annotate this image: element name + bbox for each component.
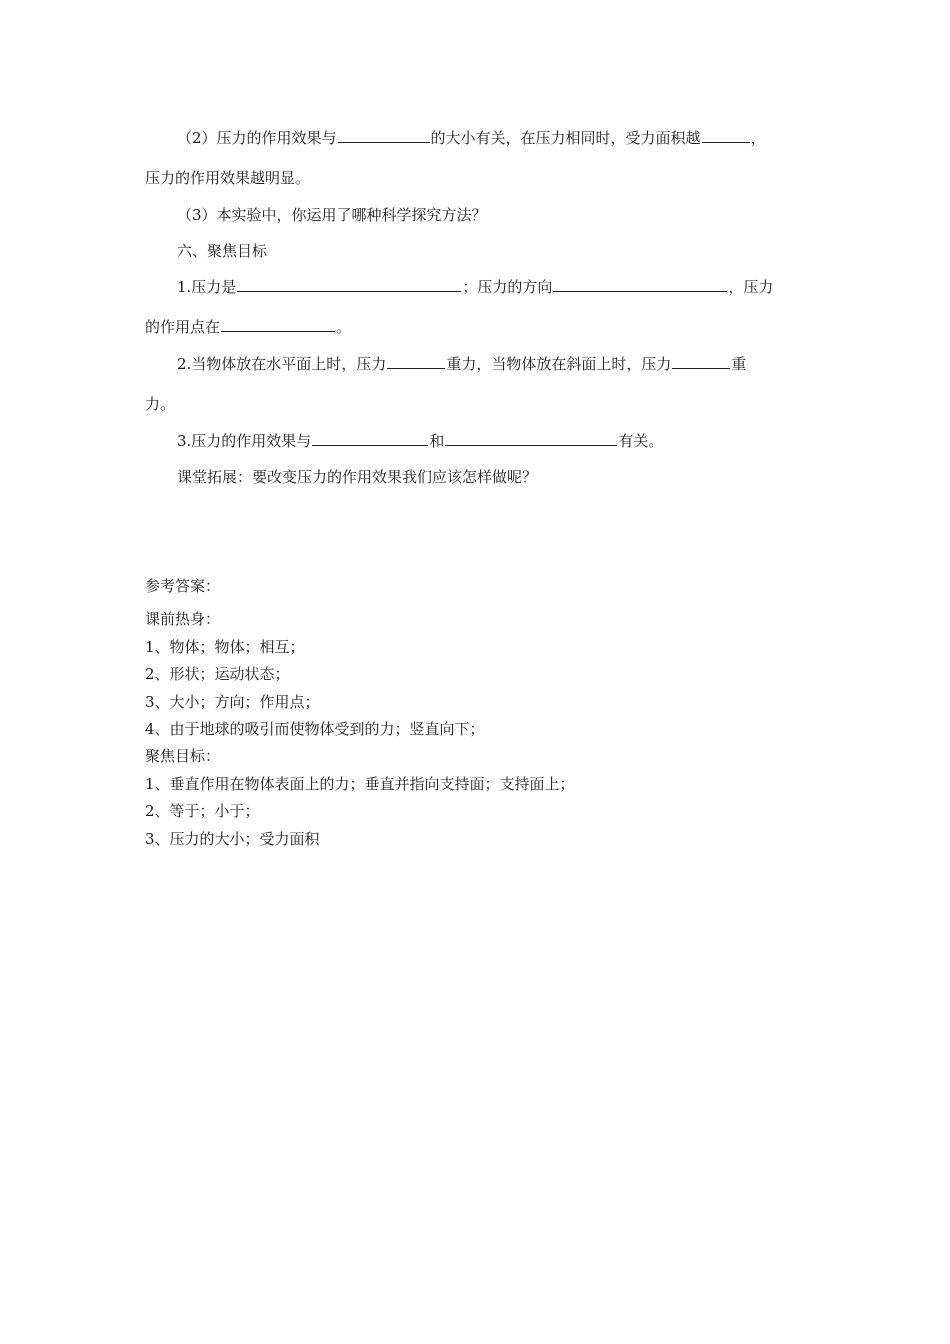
question-3: （3）本实验中，你运用了哪种科学探究方法？	[177, 206, 487, 224]
answer-blank	[312, 431, 428, 446]
warmup-heading: 课前热身：	[145, 610, 221, 628]
focus-item-2-text-c: 重	[731, 355, 747, 373]
answer-blank	[702, 128, 750, 143]
focus-heading: 六、聚焦目标	[177, 242, 268, 260]
focus-item-1-text-c: ，压力	[728, 278, 774, 296]
focus-item-2-text-a: 2.当物体放在水平面上时，压力	[177, 355, 387, 373]
focus-answers-heading: 聚焦目标：	[145, 747, 221, 765]
question-2-text-a: （2）压力的作用效果与	[177, 129, 337, 147]
focus-item-1-text-b: ；压力的方向	[462, 278, 553, 296]
focus-item-3-text-a: 3.压力的作用效果与	[177, 432, 312, 450]
warmup-answer-3: 3、大小；方向；作用点；	[145, 693, 320, 711]
focus-answer-2: 2、等于；小于；	[145, 802, 260, 820]
warmup-answer-4: 4、由于地球的吸引而使物体受到的力；竖直向下；	[145, 720, 485, 738]
answer-blank	[553, 277, 727, 292]
focus-item-2-text-b: 重力，当物体放在斜面上时，压力	[446, 355, 672, 373]
focus-item-1-text-d: 的作用点在	[145, 318, 221, 336]
focus-item-2-line-1	[177, 354, 746, 374]
answer-blank	[338, 128, 430, 143]
focus-item-1-text-e: 。	[336, 318, 352, 336]
focus-item-3	[177, 431, 663, 451]
answer-blank	[445, 431, 617, 446]
focus-answer-1: 1、垂直作用在物体表面上的力；垂直并指向支持面；支持面上；	[145, 775, 575, 793]
answer-blank	[221, 317, 335, 332]
focus-item-2-line-2: 力。	[145, 395, 176, 413]
warmup-answer-1: 1、物体；物体；相互；	[145, 638, 305, 656]
focus-item-1-text-a: 1.压力是	[177, 278, 237, 296]
answers-title: 参考答案：	[145, 577, 221, 595]
question-2-line-2: 压力的作用效果越明显。	[145, 169, 311, 187]
warmup-answer-2: 2、形状；运动状态；	[145, 665, 290, 683]
focus-item-3-text-b: 和	[429, 432, 445, 450]
answer-blank	[672, 354, 730, 369]
focus-item-1-line-2	[145, 317, 351, 337]
answer-blank	[387, 354, 445, 369]
question-2-line-1	[177, 128, 766, 148]
question-2-text-c: ，	[750, 129, 766, 147]
focus-answer-3: 3、压力的大小；受力面积	[145, 830, 320, 848]
focus-item-1-line-1	[177, 277, 773, 297]
answer-blank	[237, 277, 461, 292]
focus-item-3-text-c: 有关。	[618, 432, 664, 450]
class-extension: 课堂拓展：要改变压力的作用效果我们应该怎样做呢？	[177, 468, 538, 486]
question-2-text-b: 的大小有关，在压力相同时，受力面积越	[430, 129, 701, 147]
